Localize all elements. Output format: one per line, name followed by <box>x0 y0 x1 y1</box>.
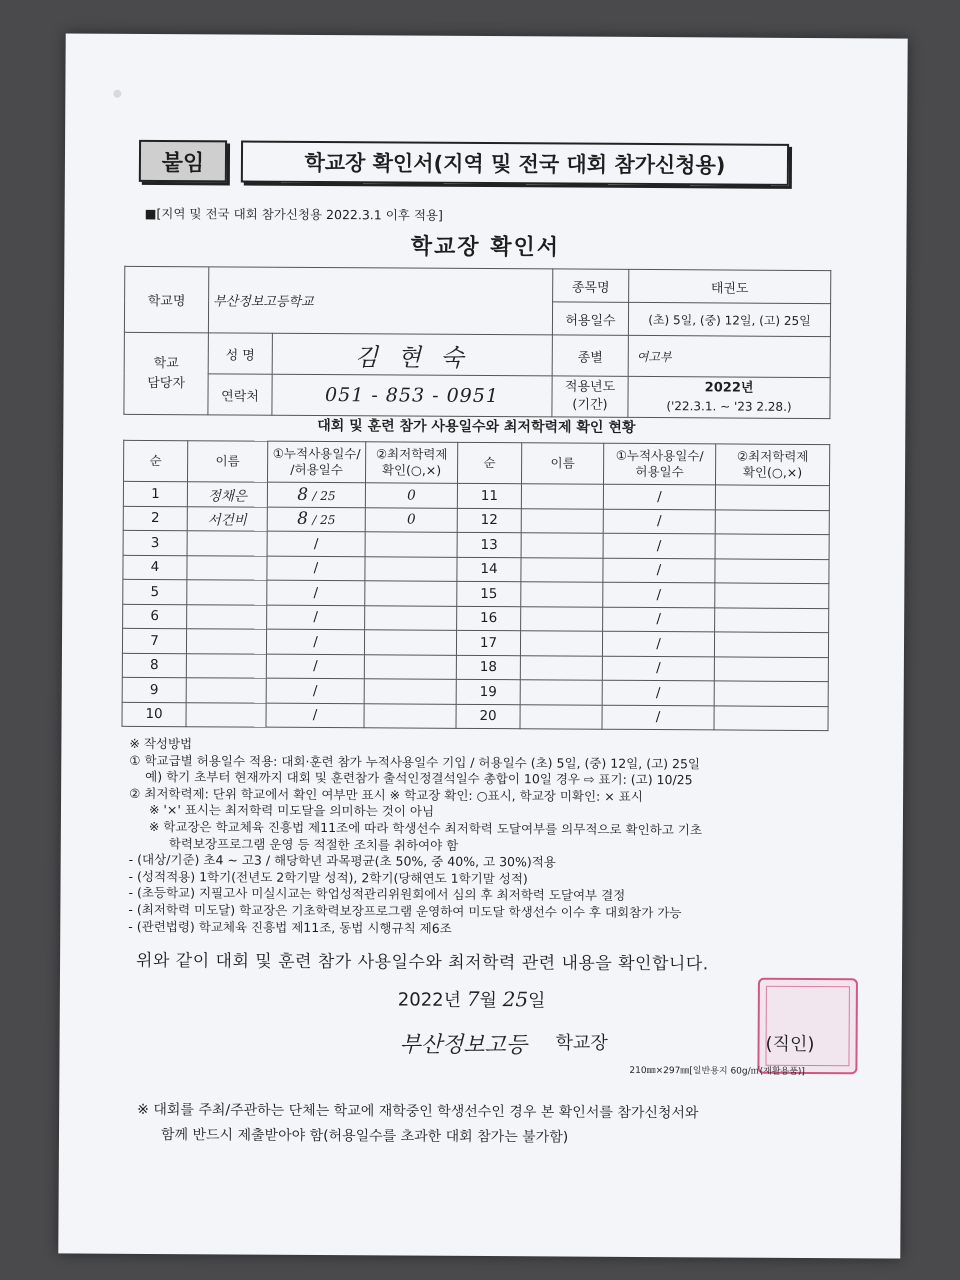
event-label: 종목명 <box>553 269 629 302</box>
row-academic-check <box>365 556 457 581</box>
header-seq-right: 순 <box>457 442 521 483</box>
year-sub-label: (기간) <box>572 397 608 413</box>
row-days: / <box>603 484 715 509</box>
row-academic-check <box>715 534 829 559</box>
note-line: ※ 학교장은 학교체육 진흥법 제11조에 따라 학생선수 최저학력 도달여부를 의무적으로 확인하고 기초 <box>148 818 703 838</box>
confirmation-statement: 위와 같이 대회 및 훈련 참가 사용일수와 최저학력 관련 내용을 확인합니다. <box>136 950 709 975</box>
row-days-used: 8 <box>297 509 309 530</box>
row-seq: 17 <box>456 630 520 655</box>
date-year: 2022년 <box>397 989 462 1011</box>
row-academic-check <box>714 632 828 657</box>
row-academic-check <box>365 581 457 606</box>
manager-label: 학교 담당자 <box>124 332 208 415</box>
row-days: / <box>267 556 365 581</box>
row-days: / <box>266 703 364 728</box>
note-line: - (대상/기준) 초4 ~ 고3 / 해당학년 과목평균(초 50%, 중 40%, 고 30%)적용 <box>128 851 556 870</box>
row-seq: 4 <box>123 555 187 580</box>
signature-date <box>398 985 546 1012</box>
header-days-left: ①누적사용일수/ /허용일수 <box>267 441 365 483</box>
date-day: 25 <box>502 987 529 1012</box>
row-academic-check <box>364 630 456 655</box>
contact-label: 연락처 <box>208 374 272 415</box>
row-academic-check <box>715 558 829 583</box>
note-line: ※ '×' 표시는 최저학력 미도달을 의미하는 것이 아님 <box>148 802 435 820</box>
info-table <box>123 266 831 419</box>
date-day-unit: 일 <box>528 990 546 1012</box>
row-days: / <box>603 607 715 632</box>
row-name <box>520 704 602 729</box>
note-line: - (최저학력 미도달) 학교장은 기초학력보장프로그램 운영하여 미도달 학생선수 이수 후 대회참가 가능 <box>128 901 682 921</box>
row-days: / <box>267 580 365 605</box>
row-name <box>521 606 603 631</box>
row-academic-check <box>365 605 457 630</box>
note-line: ① 학교급별 허용일수 적용: 대회·훈련 참가 누적사용일수 기입 / 허용일수 (초) 5일, (중) 12일, (고) 25일 <box>129 752 701 771</box>
paper-spec: 210㎜×297㎜[일반용지 60g/㎡(재활용품)] <box>629 1065 805 1077</box>
status-table <box>121 440 830 731</box>
row-academic-check <box>714 705 828 730</box>
note-line: 학력보장프로그램 운영 등 적절한 조치를 취하여야 함 <box>168 835 459 853</box>
form-title: 학교장 확인서 <box>410 234 561 261</box>
row-name <box>521 533 603 558</box>
row-days: / <box>266 678 364 703</box>
status-table-header <box>123 440 829 485</box>
status-section-title: 대회 및 훈련 참가 사용일수와 최저학력제 확인 현황 <box>317 417 636 436</box>
row-academic-check <box>365 532 457 557</box>
name-label: 성 명 <box>208 333 272 374</box>
note-line: - (성적적용) 1학기(전년도 2학기말 성적), 2학기(당해연도 1학기말 성적) <box>128 868 528 887</box>
document-title-box: 학교장 확인서(지역 및 전국 대회 참가신청용) <box>241 141 789 186</box>
footer-note <box>137 1098 699 1151</box>
row-days: / <box>266 654 364 679</box>
footer-note-line: 함께 반드시 제출받아야 함(허용일수를 초과한 대회 참가는 불가함) <box>160 1127 569 1146</box>
row-name <box>186 678 266 703</box>
row-days: / <box>267 605 365 630</box>
row-seq: 11 <box>457 483 521 508</box>
year-value-cell <box>628 376 830 418</box>
row-name <box>520 655 602 680</box>
row-academic-check <box>715 583 829 608</box>
row-name <box>187 531 267 556</box>
row-days-used: 8 <box>297 484 309 505</box>
note-line: ② 최저학력제: 단위 학교에서 확인 여부만 표시 ※ 학교장 확인: ○표시, 학교장 미확인: × 표시 <box>129 785 643 804</box>
row-days: / <box>602 680 714 705</box>
note-line: ※ 작성방법 <box>129 735 193 752</box>
row-academic-check <box>715 485 829 510</box>
year-value: 2022년 <box>704 380 754 396</box>
row-days-allowed: / 25 <box>312 488 336 503</box>
row-name: 정채은 <box>187 482 267 507</box>
note-line: 예) 학기 초부터 현재까지 대회 및 훈련참가 출석인정결석일수 총합이 10일 경우 ⇨ 표기: (고) 10/25 <box>145 769 693 788</box>
row-days: / <box>266 629 364 654</box>
gender-label: 종별 <box>552 335 628 376</box>
row-seq: 7 <box>122 628 186 653</box>
row-seq: 2 <box>123 506 187 531</box>
note-line: - (초등학교) 지필고사 미실시교는 학업성적관리위원회에서 심의 후 최저학력 도달여부 결정 <box>128 885 626 904</box>
row-academic-check <box>715 607 829 632</box>
row-name <box>187 555 267 580</box>
date-month: 7 <box>466 986 480 1011</box>
row-name <box>520 631 602 656</box>
row-seq: 1 <box>123 481 187 506</box>
school-signature: 부산정보고등 <box>399 1032 528 1059</box>
header-days-right: ①누적사용일수/ 허용일수 <box>603 443 715 485</box>
row-seq: 8 <box>122 653 186 678</box>
attachment-tag: 붙임 <box>139 140 227 183</box>
year-label-cell <box>552 376 628 417</box>
seal-label: (직인) <box>765 1033 815 1056</box>
scope-note: ■[지역 및 전국 대회 참가신청용 2022.3.1 이후 적용] <box>144 205 443 223</box>
header-name-right: 이름 <box>521 443 603 485</box>
row-days: / <box>267 531 365 556</box>
row-days-allowed: / 25 <box>312 513 336 528</box>
row-days: / <box>603 558 715 583</box>
event-value: 태권도 <box>629 269 831 303</box>
manager-name-value: 김 현 숙 <box>272 333 552 376</box>
school-label: 학교명 <box>124 266 208 333</box>
row-seq: 19 <box>456 679 520 704</box>
row-name <box>521 557 603 582</box>
row-days: / <box>602 631 714 656</box>
year-period: ('22.3.1. ~ '23 2.28.) <box>666 399 792 414</box>
header-academic-left: ②최저학력제 확인(○,×) <box>365 442 457 484</box>
header-name-left: 이름 <box>187 441 267 482</box>
header-seq-left: 순 <box>123 440 187 481</box>
row-seq: 6 <box>123 604 187 629</box>
row-name <box>187 580 267 605</box>
row-days: / <box>603 509 715 534</box>
date-month-unit: 월 <box>479 989 497 1012</box>
row-seq: 9 <box>122 677 186 702</box>
row-academic-check: 0 <box>365 483 457 508</box>
row-seq: 14 <box>457 557 521 582</box>
principal-label: 학교장 <box>555 1032 608 1054</box>
document-paper <box>58 33 907 1258</box>
document-header <box>139 140 789 184</box>
row-seq: 20 <box>456 704 520 729</box>
row-days: / <box>602 705 714 730</box>
row-seq: 16 <box>457 606 521 631</box>
row-days-cell <box>267 482 365 507</box>
row-name: 서건비 <box>187 506 267 531</box>
year-label: 적용년도 <box>564 379 616 395</box>
row-seq: 15 <box>457 581 521 606</box>
row-name <box>187 604 267 629</box>
row-name <box>521 484 603 509</box>
allowed-days-value: (초) 5일, (중) 12일, (고) 25일 <box>628 302 830 336</box>
official-seal-stamp <box>757 978 858 1075</box>
row-name <box>521 508 603 533</box>
row-name <box>186 702 266 727</box>
note-line: - (관련법령) 학교체육 진흥법 제11조, 동법 시행규칙 제6조 <box>128 918 452 936</box>
writing-instructions <box>128 736 849 940</box>
row-academic-check <box>364 679 456 704</box>
row-days-cell <box>267 507 365 532</box>
row-days: / <box>603 533 715 558</box>
row-seq: 18 <box>456 655 520 680</box>
row-seq: 3 <box>123 530 187 555</box>
school-value: 부산정보고등학교 <box>208 267 552 335</box>
row-days: / <box>603 582 715 607</box>
contact-value: 051 - 853 - 0951 <box>272 374 552 417</box>
allowed-days-label: 허용일수 <box>552 302 628 335</box>
footer-note-line: ※ 대회를 주최/주관하는 단체는 학교에 재학중인 학생선수인 경우 본 확인서를 참가신청서와 <box>137 1101 699 1122</box>
row-academic-check <box>715 509 829 534</box>
row-seq: 12 <box>457 508 521 533</box>
row-name <box>186 653 266 678</box>
row-academic-check <box>364 703 456 728</box>
punch-hole <box>113 90 121 98</box>
row-name <box>186 629 266 654</box>
row-academic-check <box>364 654 456 679</box>
header-academic-right: ②최저학력제 확인(○,×) <box>715 444 829 486</box>
row-academic-check: 0 <box>365 507 457 532</box>
row-academic-check <box>714 656 828 681</box>
row-academic-check <box>714 681 828 706</box>
row-seq: 10 <box>122 702 186 727</box>
gender-value: 여고부 <box>628 335 830 377</box>
row-seq: 13 <box>457 532 521 557</box>
row-days: / <box>602 656 714 681</box>
row-name <box>521 582 603 607</box>
row-seq: 5 <box>123 579 187 604</box>
table-row <box>122 702 828 731</box>
row-name <box>520 680 602 705</box>
